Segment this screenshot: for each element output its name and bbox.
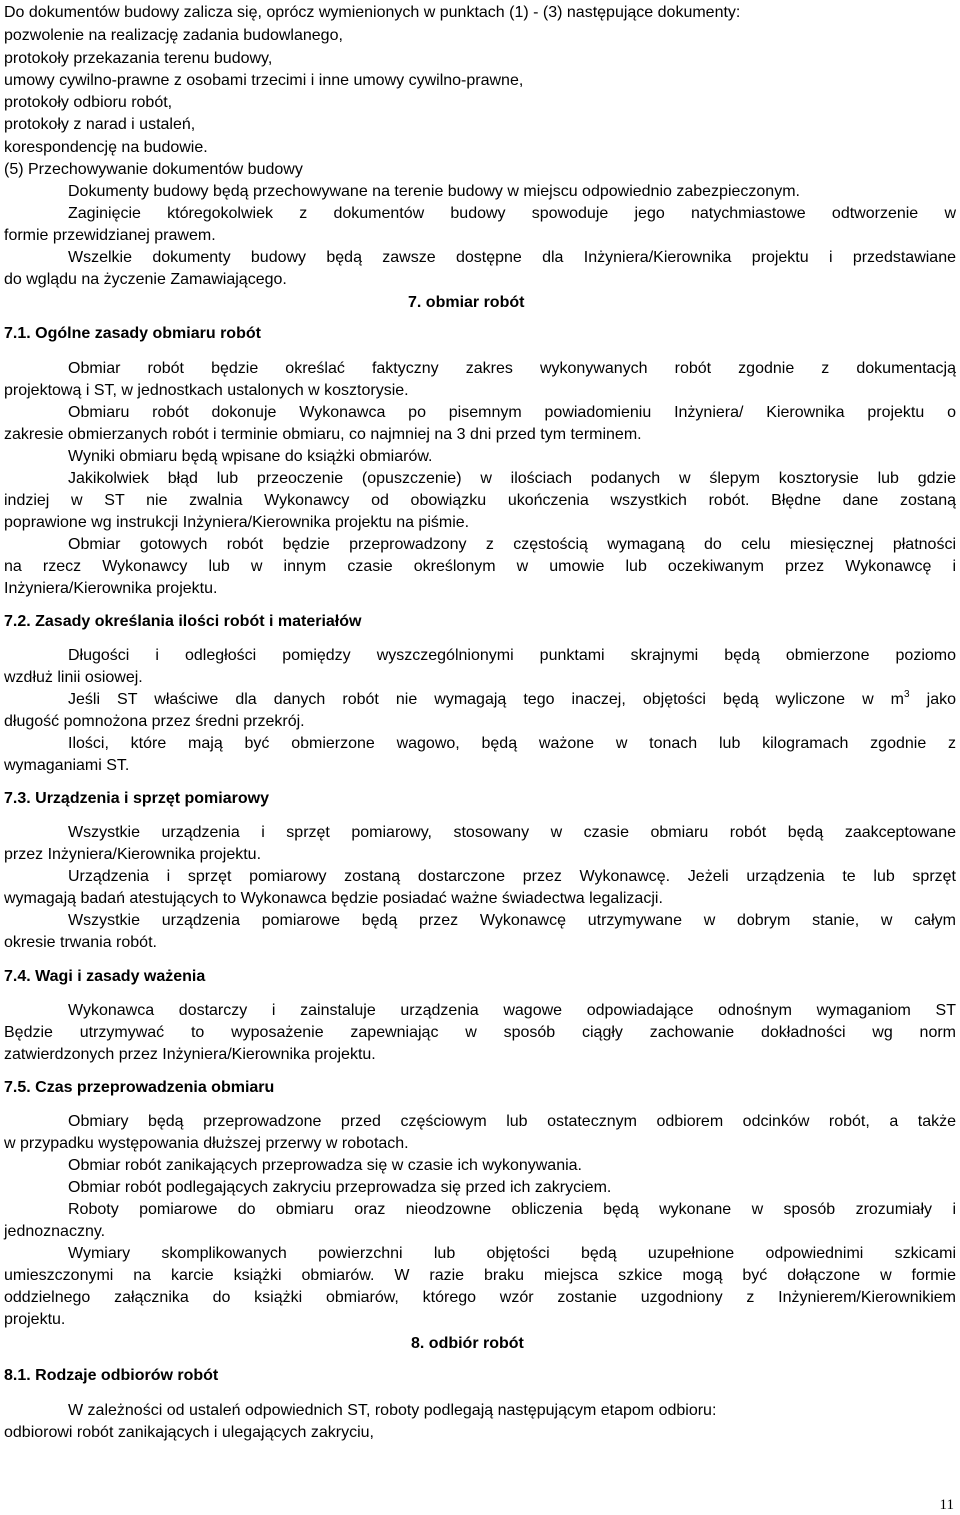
paragraph-line: indziej w ST nie zwalnia Wykonawcy od obowiązku ukończenia wszystkich robót. Błędne dane zostaną bbox=[4, 492, 956, 509]
paragraph-line: zatwierdzonych przez Inżyniera/Kierownika projektu. bbox=[4, 1046, 376, 1063]
paragraph-line: Wszystkie urządzenia pomiarowe będą przez Wykonawcę utrzymywane w dobrym stanie, w całym bbox=[68, 912, 956, 929]
paragraph-line: okresie trwania robót. bbox=[4, 934, 157, 951]
paragraph-line: Dokumenty budowy będą przechowywane na terenie budowy w miejscu odpowiednio zabezpieczonym. bbox=[68, 183, 800, 200]
list-item: pozwolenie na realizację zadania budowlanego, bbox=[4, 27, 343, 44]
volume-text: Jeśli ST właściwe dla danych robót nie wymagają tego inaczej, objętości będą wyliczone w m bbox=[68, 691, 905, 708]
paragraph-line: Obmiary będą przeprowadzone przed częściowym lub ostatecznym odbiorem odcinków robót, a także bbox=[68, 1113, 956, 1130]
paragraph-line: Długości i odległości pomiędzy wyszczególnionymi punktami skrajnymi będą obmierzone poziomo bbox=[68, 647, 956, 664]
section-heading: 8.1. Rodzaje odbiorów robót bbox=[4, 1367, 219, 1384]
paragraph-line: wzdłuż linii osiowej. bbox=[4, 669, 143, 686]
paragraph-line: Wyniki obmiaru będą wpisane do książki obmiarów. bbox=[68, 448, 433, 465]
paragraph-line: wymaganiami ST. bbox=[4, 757, 130, 774]
paragraph-line: Jakikolwiek błąd lub przeoczenie (opuszczenie) w ilościach podanych w ślepym kosztorysie lub gdzie bbox=[68, 470, 956, 487]
paragraph-line: Obmiar robót będzie określać faktyczny zakres wykonywanych robót zgodnie z dokumentacją bbox=[68, 360, 956, 377]
list-item: umowy cywilno-prawne z osobami trzecimi i inne umowy cywilno-prawne, bbox=[4, 72, 524, 89]
paragraph-line: umieszczonymi na karcie książki obmiarów. W razie braku miejsca szkice mogą być dołączone w formie bbox=[4, 1267, 956, 1284]
paragraph-line: W zależności od ustaleń odpowiednich ST, roboty podlegają następującym etapom odbioru: bbox=[68, 1402, 717, 1419]
paragraph-line: poprawione wg instrukcji Inżyniera/Kierownika projektu na piśmie. bbox=[4, 514, 470, 531]
text-line: Do dokumentów budowy zalicza się, oprócz wymienionych w punktach (1) - (3) następujące dokumenty: bbox=[4, 4, 741, 21]
paragraph-line: Będzie utrzymywać to wyposażenie zapewniając w sposób ciągły zachowanie dokładności wg norm bbox=[4, 1024, 956, 1041]
paragraph-line: Obmiar robót podlegających zakryciu przeprowadza się przed ich zakryciem. bbox=[68, 1179, 612, 1196]
page-number: 11 bbox=[939, 1497, 954, 1513]
paragraph-line: do wglądu na życzenie Zamawiającego. bbox=[4, 271, 287, 288]
subsection-heading: (5) Przechowywanie dokumentów budowy bbox=[4, 161, 303, 178]
paragraph-line: Wymiary skomplikowanych powierzchni lub objętości będą uzupełnione odpowiednimi szkicami bbox=[68, 1245, 956, 1262]
paragraph-line: Obmiaru robót dokonuje Wykonawca po pisemnym powiadomieniu Inżyniera/ Kierownika projektu o bbox=[68, 404, 956, 421]
section-heading: 7.4. Wagi i zasady ważenia bbox=[4, 968, 206, 985]
paragraph-line: Obmiar robót zanikających przeprowadza się w czasie ich wykonywania. bbox=[68, 1157, 582, 1174]
paragraph-line: w przypadku występowania dłuższej przerwy w robotach. bbox=[4, 1135, 409, 1152]
paragraph-line: Wszystkie urządzenia i sprzęt pomiarowy, stosowany w czasie obmiaru robót będą zaakceptowane bbox=[68, 824, 956, 841]
paragraph-line: na rzecz Wykonawcy lub w innym czasie określonym w umowie lub oczekiwanym przez Wykonawcę i bbox=[4, 558, 956, 575]
paragraph-line: Wykonawca dostarczy i zainstaluje urządzenia wagowe odpowiadające odnośnym wymaganiom ST bbox=[68, 1002, 956, 1019]
paragraph-line: formie przewidzianej prawem. bbox=[4, 227, 216, 244]
paragraph-line: Inżyniera/Kierownika projektu. bbox=[4, 580, 218, 597]
list-item: protokoły odbioru robót, bbox=[4, 94, 173, 111]
paragraph-line: przez Inżyniera/Kierownika projektu. bbox=[4, 846, 262, 863]
paragraph-line: projektową i ST, w jednostkach ustalonych w kosztorysie. bbox=[4, 382, 409, 399]
paragraph-line: wymagają badań atestujących to Wykonawca będzie posiadać ważne świadectwa legalizacji. bbox=[4, 890, 663, 907]
list-item: protokoły przekazania terenu budowy, bbox=[4, 50, 273, 67]
paragraph-line: długość pomnożona przez średni przekrój. bbox=[4, 713, 305, 730]
paragraph-line: Ilości, które mają być obmierzone wagowo, będą ważone w tonach lub kilogramach zgodnie z bbox=[68, 735, 956, 752]
paragraph-line: Roboty pomiarowe do obmiaru oraz nieodzowne obliczenia będą wykonane w sposób zrozumiały i bbox=[68, 1201, 956, 1218]
paragraph-line: odbiorowi robót zanikających i ulegających zakryciu, bbox=[4, 1424, 374, 1441]
list-item: korespondencję na budowie. bbox=[4, 139, 208, 156]
paragraph-line: Obmiar gotowych robót będzie przeprowadzony z częstością wymaganą do celu miesięcznej płatności bbox=[68, 536, 956, 553]
section-heading: 7. obmiar robót bbox=[408, 294, 525, 311]
section-heading: 8. odbiór robót bbox=[411, 1335, 524, 1352]
section-heading: 7.1. Ogólne zasady obmiaru robót bbox=[4, 325, 261, 342]
superscript: 3 bbox=[904, 689, 910, 700]
section-heading: 7.5. Czas przeprowadzenia obmiaru bbox=[4, 1079, 275, 1096]
volume-text-end: jako bbox=[926, 691, 956, 708]
paragraph-line: Wszelkie dokumenty budowy będą zawsze dostępne dla Inżyniera/Kierownika projektu i przedstawiane bbox=[68, 249, 956, 266]
paragraph-line: jednoznaczny. bbox=[4, 1223, 106, 1240]
paragraph-line: projektu. bbox=[4, 1311, 66, 1328]
list-item: protokoły z narad i ustaleń, bbox=[4, 116, 196, 133]
paragraph-line: oddzielnego załącznika do książki obmiarów, którego wzór zostanie uzgodniony z Inżynierem/Kierownikiem bbox=[4, 1289, 956, 1306]
section-heading: 7.3. Urządzenia i sprzęt pomiarowy bbox=[4, 790, 269, 807]
paragraph-line bbox=[68, 690, 956, 710]
paragraph-line: Urządzenia i sprzęt pomiarowy zostaną dostarczone przez Wykonawcę. Jeżeli urządzenia te lub sprzęt bbox=[68, 868, 956, 885]
paragraph-line: Zaginięcie któregokolwiek z dokumentów budowy spowoduje jego natychmiastowe odtworzenie w bbox=[68, 205, 956, 222]
section-heading: 7.2. Zasady określania ilości robót i materiałów bbox=[4, 613, 362, 630]
paragraph-line: zakresie obmierzanych robót i terminie obmiaru, co najmniej na 3 dni przed tym terminem. bbox=[4, 426, 642, 443]
